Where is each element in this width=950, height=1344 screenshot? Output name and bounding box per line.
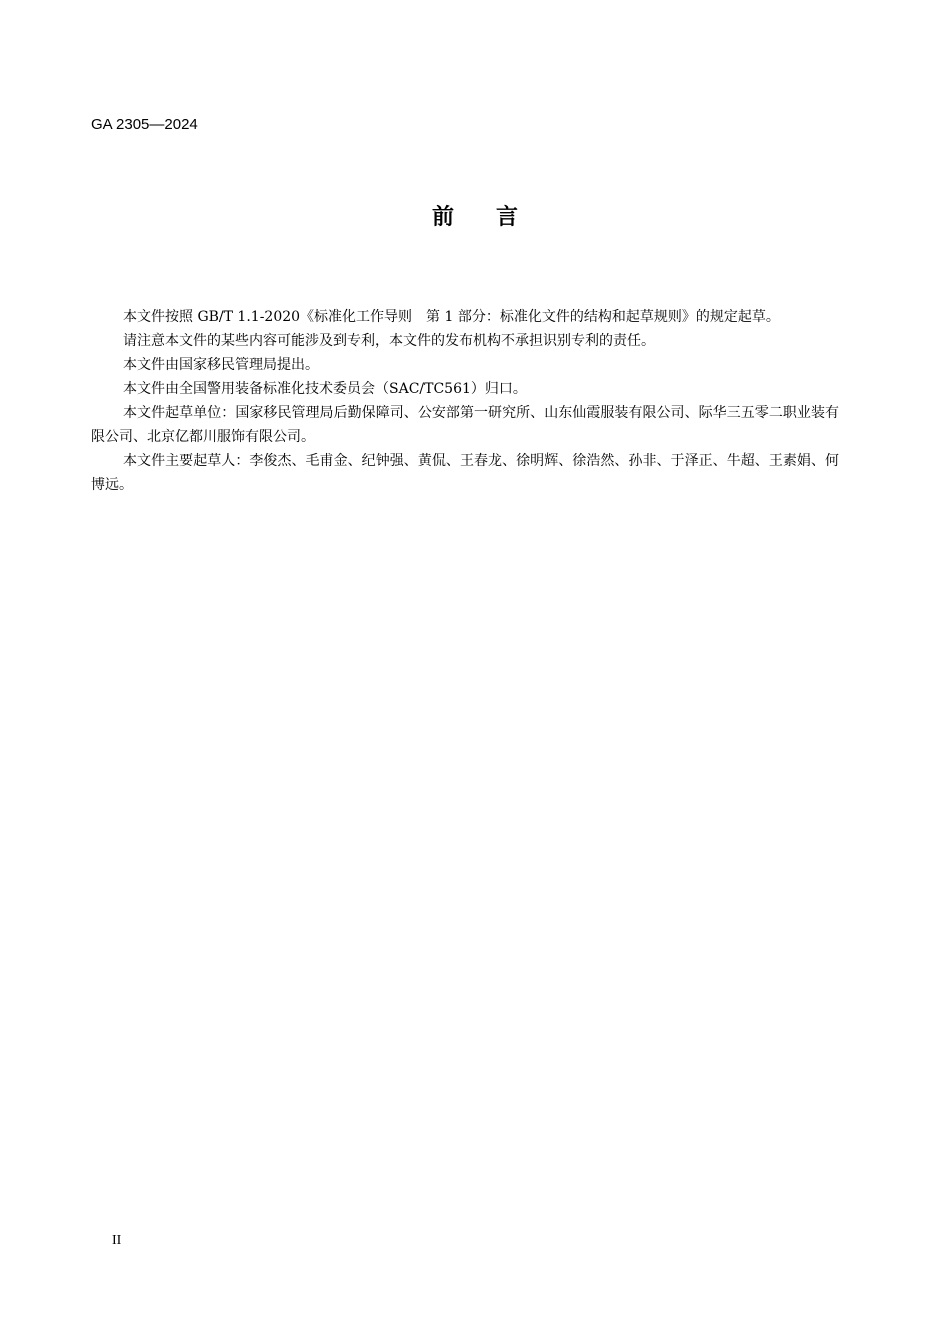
paragraph-drafters: 本文件主要起草人：李俊杰、毛甫金、纪钟强、黄侃、王春龙、徐明辉、徐浩然、孙非、于泽正、牛超、王素娟、何博远。 [91,453,839,493]
paragraph-committee: 本文件由全国警用装备标准化技术委员会（SAC/TC561）归口。 [123,381,527,397]
paragraph-drafting-rules: 本文件按照 GB/T 1.1-2020《标准化工作导则 第 1 部分：标准化文件的结构和起草规则》的规定起草。 [123,309,780,325]
foreword-body [91,305,839,497]
paragraph-patent-notice: 请注意本文件的某些内容可能涉及到专利，本文件的发布机构不承担识别专利的责任。 [123,333,655,349]
page-title: 前言 [431,205,560,230]
document-code: GA 2305—2024 [91,116,198,133]
paragraph-drafting-units: 本文件起草单位：国家移民管理局后勤保障司、公安部第一研究所、山东仙霞服装有限公司、际华三五零二职业装有限公司、北京亿都川服饰有限公司。 [91,405,839,445]
page-number: II [112,1233,122,1248]
paragraph-proposer: 本文件由国家移民管理局提出。 [123,357,319,373]
